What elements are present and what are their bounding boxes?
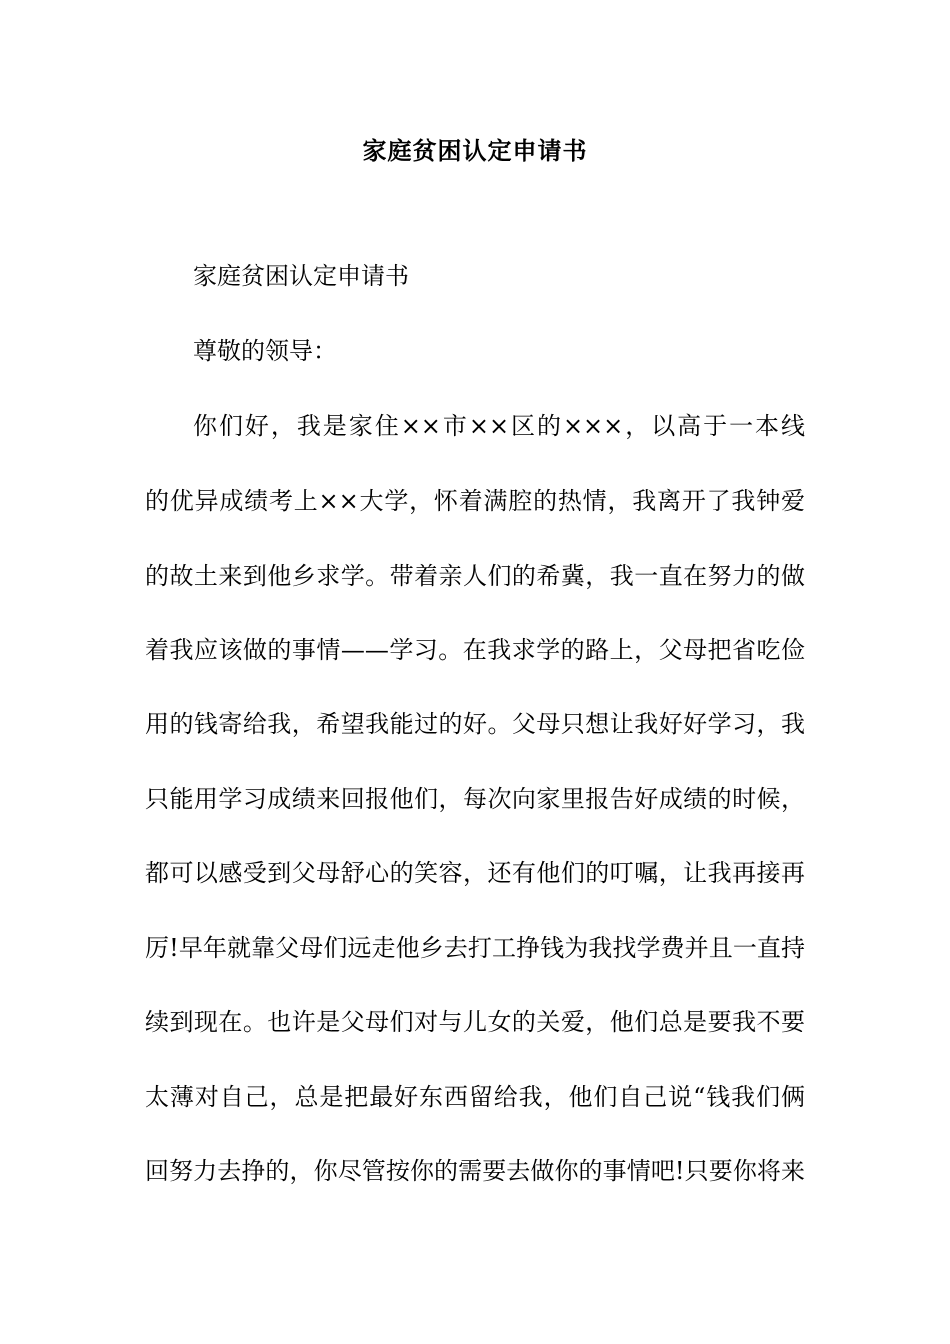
- paragraph-line: 太薄对自己，总是把最好东西留给我，他们自己说“钱我们俩: [145, 1083, 805, 1111]
- document-title: 家庭贫困认定申请书: [362, 136, 588, 165]
- paragraph-line: 续到现在。也许是父母们对与儿女的关爱，他们总是要我不要: [145, 1008, 805, 1036]
- paragraph-line: 回努力去挣的，你尽管按你的需要去做你的事情吧!只要你将来: [145, 1157, 805, 1185]
- paragraph-line: 用的钱寄给我，希望我能过的好。父母只想让我好好学习，我: [145, 710, 805, 738]
- paragraph-line: 厉!早年就靠父母们远走他乡去打工挣钱为我找学费并且一直持: [145, 934, 805, 962]
- paragraph-line: 只能用学习成绩来回报他们，每次向家里报告好成绩的时候，: [145, 785, 805, 813]
- paragraph-line: 着我应该做的事情——学习。在我求学的路上，父母把省吃俭: [145, 636, 805, 664]
- paragraph-line: 的优异成绩考上××大学，怀着满腔的热情，我离开了我钟爱: [145, 487, 805, 515]
- paragraph-line: 的故土来到他乡求学。带着亲人们的希冀，我一直在努力的做: [145, 562, 805, 590]
- salutation: 尊敬的领导：: [193, 337, 337, 365]
- body-heading: 家庭贫困认定申请书: [193, 262, 409, 290]
- paragraph-line: 都可以感受到父母舒心的笑容，还有他们的叮嘱，让我再接再: [145, 859, 805, 887]
- paragraph-line: 你们好，我是家住××市××区的×××，以高于一本线: [193, 412, 805, 440]
